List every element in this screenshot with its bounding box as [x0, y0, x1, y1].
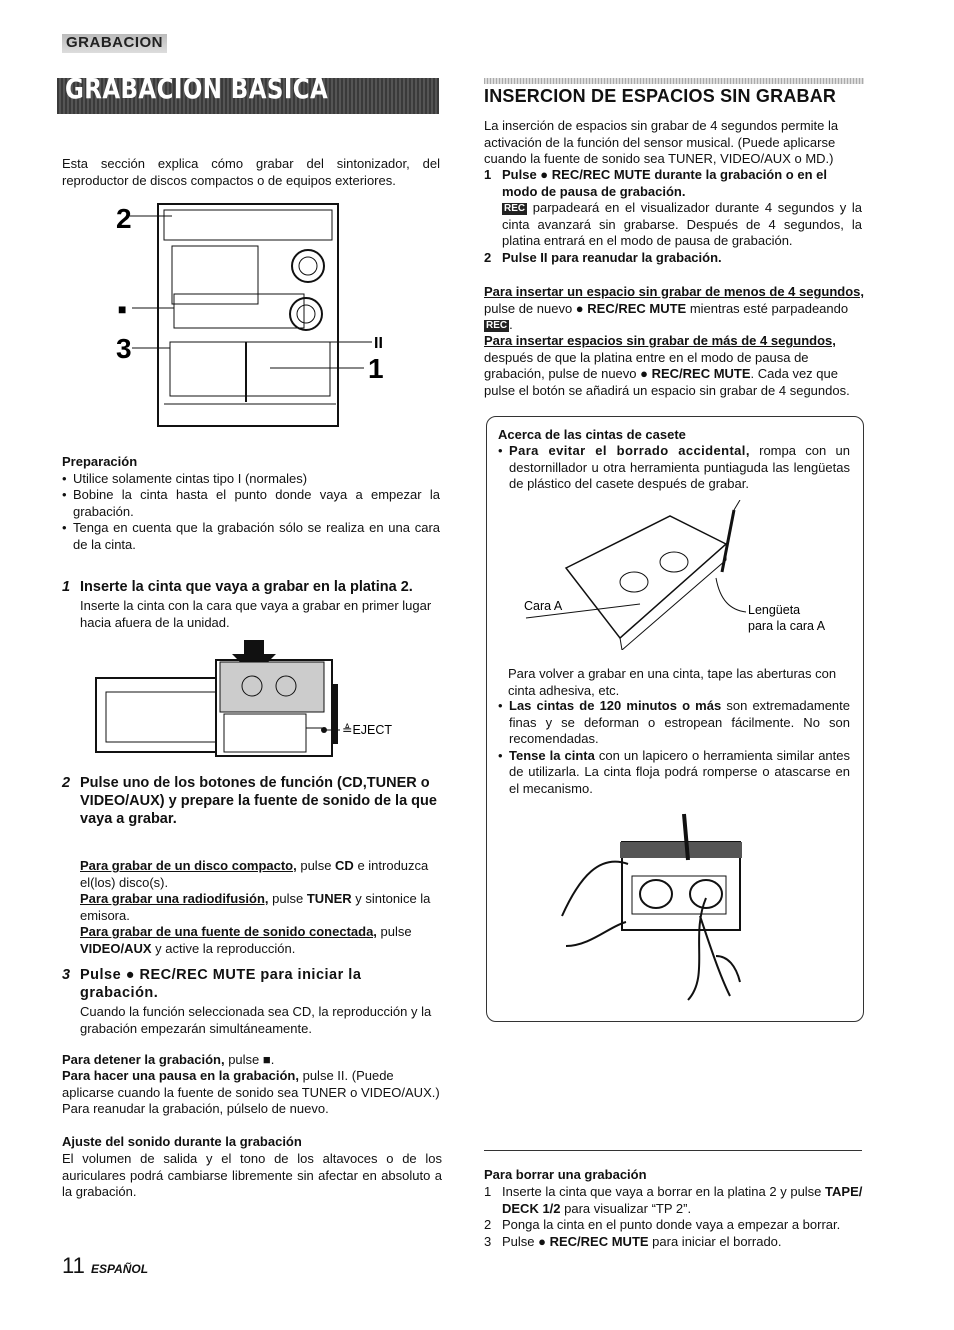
- rec-indicator-icon: REC: [504, 203, 526, 214]
- title-banner: [57, 72, 439, 114]
- step1-number: 1: [62, 579, 71, 595]
- intro-text: Esta sección explica cómo grabar del sintonizador, del reproductor de discos compactos o de equipos exteriores.: [62, 156, 440, 188]
- pause-recording: Para hacer una pausa en la grabación, pulse II. (Puede aplicarse cuando la fuente de sonido sea TUNER o VIDEO/AUX.): [62, 1068, 440, 1100]
- section-divider: [484, 1150, 862, 1151]
- tab-label-line2: para la cara A: [748, 619, 826, 633]
- page-footer: [62, 1253, 149, 1278]
- right-section-title: INSERCION DE ESPACIOS SIN GRABAR: [484, 86, 837, 106]
- preparation-item: • Tenga en cuenta que la grabación sólo se realiza en una cara de la cinta.: [62, 520, 440, 553]
- callout-1: 1: [368, 353, 384, 384]
- right-step1-number: 1: [484, 167, 492, 182]
- erase-step: 2 Ponga la cinta en el punto donde vaya a empezar a borrar.: [484, 1217, 841, 1232]
- callout-3: 3: [116, 333, 132, 364]
- adjust-title: Ajuste del sonido durante la grabación: [62, 1134, 302, 1149]
- step2-number: 2: [62, 775, 71, 791]
- adjust-text: El volumen de salida y el tono de los altavoces o de los auriculares podrá cambiarse libremente sin afectar en absoluto a la grabación.: [62, 1151, 442, 1199]
- erase-step: 1 Inserte la cinta que vaya a borrar en la platina 2 y pulse TAPE/ DECK 1/2 para visualizar “TP 2”.: [484, 1184, 863, 1216]
- step3-title: Pulse ● REC/REC MUTE para iniciar la grabación.: [80, 967, 362, 1001]
- language-label: ESPAÑOL: [90, 1262, 149, 1276]
- tensioning-tape-illustration: [560, 806, 750, 1002]
- stereo-unit-illustration: [110, 198, 400, 434]
- more-than-4s: Para insertar espacios sin grabar de más de 4 segundos, después de que la platina entre en el modo de pausa de grabación, pulse de nuevo ● REC/REC MUTE. Cada vez que pulse el botón se añadirá un espacio sin grabar de 4 segundos.: [484, 333, 850, 398]
- box-bullet-2: • Las cintas de 120 minutos o más son extremadamente finas y se deforman o estropean fácilmente. No son recomendadas.: [498, 698, 850, 748]
- right-step2-number: 2: [484, 250, 492, 265]
- preparation-item: • Utilice solamente cintas tipo I (normales): [62, 471, 440, 488]
- box-title: Acerca de las cintas de casete: [498, 427, 686, 442]
- cassette-tab-illustration: [520, 500, 840, 650]
- box-bullet-1: • Para evitar el borrado accidental, rompa con un destornillador u otra herramienta puntiaguda las lengüetas de plástico del casete después de grabar.: [498, 443, 850, 493]
- side-a-label: Cara A: [524, 599, 563, 613]
- erase-step: 3 Pulse ● REC/REC MUTE para iniciar el borrado.: [484, 1233, 782, 1249]
- step2-tuner: Para grabar una radiodifusión, pulse TUNER y sintonice la emisora.: [80, 891, 431, 923]
- preparation-item: • Bobine la cinta hasta el punto donde vaya a empezar la grabación.: [62, 487, 440, 520]
- right-step2-title: Pulse II para reanudar la grabación.: [502, 250, 722, 265]
- tab-label-line1: Lengüeta: [748, 603, 801, 617]
- resume-recording: Para reanudar la grabación, púlselo de nuevo.: [62, 1101, 329, 1116]
- less-than-4s: Para insertar un espacio sin grabar de menos de 4 segundos, pulse de nuevo ● REC/REC MUTE mientras esté parpadeando REC .: [484, 284, 865, 332]
- box-retry-text: Para volver a grabar en una cinta, tape las aberturas con cinta adhesiva, etc.: [508, 666, 837, 698]
- preparation-title: Preparación: [62, 454, 138, 469]
- right-step1-text: REC parpadeará en el visualizador durante 4 segundos y la cinta avanzará sin grabarse. Después de 4 segundos, la platina entrará en el modo de pausa de grabación.: [502, 200, 862, 248]
- step1-text: Inserte la cinta con la cara que vaya a grabar en primer lugar hacia afuera de la unidad.: [80, 598, 432, 630]
- erase-title: Para borrar una grabación: [484, 1167, 647, 1182]
- section-tag: GRABACION: [62, 34, 167, 53]
- step2-external: Para grabar de una fuente de sonido conectada, pulse VIDEO/AUX y active la reproducción.: [80, 924, 412, 956]
- step2-cd: Para grabar de un disco compacto, pulse CD e introduzca el(los) disco(s).: [80, 858, 429, 890]
- callout-pause: II: [374, 335, 383, 352]
- preparation-list: [62, 471, 440, 554]
- stop-recording: Para detener la grabación, pulse ■.: [62, 1052, 275, 1067]
- step2-title: Pulse uno de los botones de función (CD,TUNER o VIDEO/AUX) y prepare la fuente de sonido de la que vaya a grabar.: [80, 775, 437, 827]
- step3-text: Cuando la función seleccionada sea CD, la reproducción y la grabación empezarán simultáneamente.: [80, 1004, 432, 1036]
- erase-steps: [484, 1184, 864, 1250]
- cassette-insertion-illustration: [94, 640, 424, 758]
- callout-stop: ■: [118, 301, 127, 317]
- box-bullets: [498, 698, 850, 797]
- eject-label: ≜EJECT: [342, 723, 393, 737]
- step3-number: 3: [62, 967, 71, 983]
- right-step1-title: Pulse ● REC/REC MUTE durante la grabación o en el modo de pausa de grabación.: [502, 167, 827, 199]
- rec-indicator-icon: REC: [486, 320, 508, 331]
- page-title: GRABACION BASICA: [65, 72, 329, 105]
- callout-2: 2: [116, 203, 132, 234]
- step1-title: Inserte la cinta que vaya a grabar en la platina 2.: [80, 579, 413, 595]
- right-intro: La inserción de espacios sin grabar de 4 segundos permite la activación de la función del sensor musical. (Puede aplicarse cuando la fuente de sonido sea TUNER, VIDEO/AUX o MD.): [484, 118, 839, 166]
- preparation-block: [62, 454, 440, 553]
- box-bullet-3: • Tense la cinta con un lapicero o herramienta similar antes de utilizarla. La cinta floja podrá romperse o atascarse en el mecanismo.: [498, 748, 850, 798]
- top-rule: [484, 78, 864, 84]
- page-number: 11: [62, 1253, 85, 1278]
